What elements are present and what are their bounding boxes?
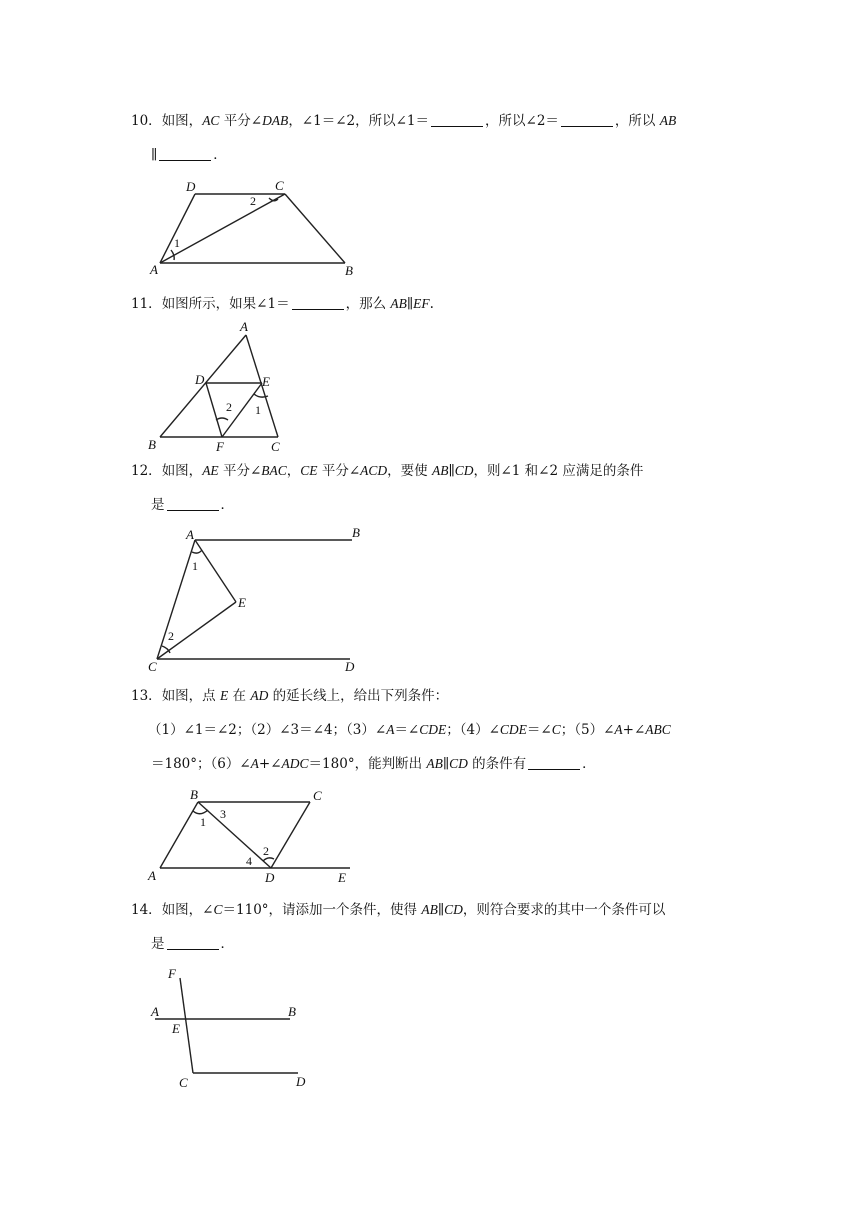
q13-line1: 13．如图，点 E 在 AD 的延长线上，给出下列条件： [131, 688, 449, 704]
answer-blank[interactable] [167, 496, 219, 511]
label-B: B [288, 1004, 296, 1019]
angle-1-label: 1 [174, 236, 180, 250]
q10-line1: 10．如图，AC 平分∠DAB，∠1＝∠2，所以∠1＝ ，所以∠2＝ ，所以 AB [131, 113, 677, 129]
answer-blank[interactable] [167, 935, 219, 950]
label-F: F [168, 966, 176, 981]
q14-line1: 14．如图，∠C＝110°，请添加一个条件，使得 AB∥CD，则符合要求的其中一个条件可以 [131, 902, 666, 918]
label-A: A [151, 1004, 159, 1019]
q12-figure [140, 522, 370, 681]
angle-1-label: 1 [200, 815, 206, 829]
q13-conditions-line2: ＝180°；（6）∠A+∠ADC＝180°，能判断出 AB∥CD 的条件有 ． [151, 756, 596, 772]
label-A: A [186, 527, 194, 542]
label-B: B [190, 787, 198, 802]
angle-1-label: 1 [255, 403, 261, 417]
label-E: E [262, 374, 270, 389]
label-A: A [240, 319, 248, 334]
angle-2-label: 2 [226, 400, 232, 414]
angle-3-label: 3 [220, 807, 226, 821]
q14-figure [140, 962, 320, 1096]
answer-blank[interactable] [159, 146, 211, 161]
label-C: C [148, 659, 157, 674]
angle-2-label: 2 [263, 844, 269, 858]
q10-figure [140, 172, 370, 286]
q13-figure [140, 784, 370, 893]
answer-blank[interactable] [528, 755, 580, 770]
label-D: D [195, 372, 205, 387]
q11-figure [140, 318, 310, 462]
label-B: B [148, 437, 156, 452]
label-D: D [296, 1074, 306, 1089]
q10-line2: ∥ ． [151, 147, 227, 163]
angle-4-label: 4 [246, 854, 252, 868]
angle-2-label: 2 [250, 194, 256, 208]
label-A: A [150, 262, 158, 277]
q12-line2: 是 ． [151, 497, 234, 513]
q14-line2: 是 ． [151, 936, 234, 952]
label-B: B [352, 525, 360, 540]
label-A: A [148, 868, 156, 883]
label-D: D [186, 179, 196, 194]
answer-blank[interactable] [292, 295, 344, 310]
label-F: F [216, 439, 224, 454]
label-B: B [345, 263, 353, 278]
label-E: E [238, 595, 246, 610]
label-C: C [275, 178, 284, 193]
q11-line1: 11．如图所示，如果∠1＝ ，那么 AB∥EF. [131, 296, 434, 312]
angle-1-label: 1 [192, 559, 198, 573]
label-E: E [338, 870, 346, 885]
label-C: C [271, 439, 280, 454]
label-C: C [179, 1075, 188, 1090]
answer-blank[interactable] [431, 112, 483, 127]
angle-2-label: 2 [168, 629, 174, 643]
answer-blank[interactable] [561, 112, 613, 127]
q12-line1: 12．如图，AE 平分∠BAC，CE 平分∠ACD，要使 AB∥CD，则∠1 和∠2 应满足的条件 [131, 463, 644, 479]
label-D: D [265, 870, 275, 885]
q13-conditions-line1: （1）∠1＝∠2；（2）∠3＝∠4；（3）∠A＝∠CDE；（4）∠CDE＝∠C；（5）∠A+∠ABC [148, 722, 671, 738]
label-D: D [345, 659, 355, 674]
label-C: C [313, 788, 322, 803]
label-E: E [172, 1021, 180, 1036]
